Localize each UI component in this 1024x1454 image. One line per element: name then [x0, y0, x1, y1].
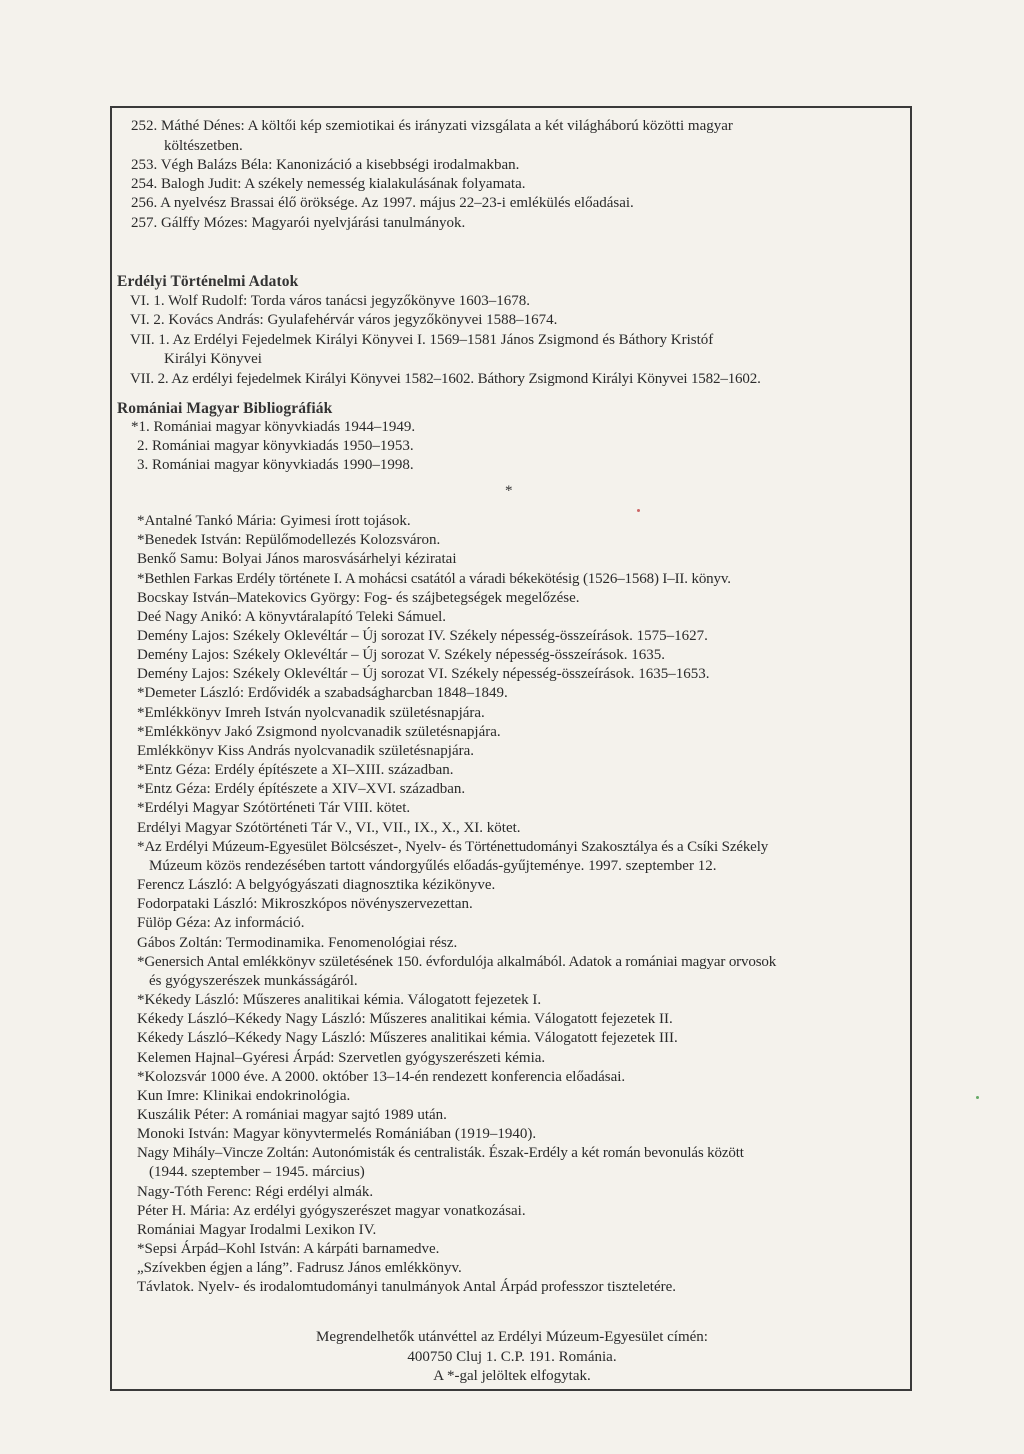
book-entry: Deé Nagy Anikó: A könyvtáralapító Teleki Sámuel.	[137, 608, 447, 625]
list-item: 252. Máthé Dénes: A költői kép szemiotikai és irányzati vizsgálata a két világháború közötti magyar	[131, 118, 733, 134]
list-item: 2. Romániai magyar könyvkiadás 1950–1953.	[137, 438, 414, 454]
list-item: 3. Romániai magyar könyvkiadás 1990–1998.	[137, 457, 414, 473]
book-entry: Romániai Magyar Irodalmi Lexikon IV.	[137, 1221, 377, 1238]
book-entry: *Erdélyi Magyar Szótörténeti Tár VIII. kötet.	[137, 800, 411, 817]
book-entry: *Bethlen Farkas Erdély története I. A mohácsi csatától a váradi békekötésig (1526–1568) I–II. könyv.	[137, 570, 731, 587]
order-info-line: A *-gal jelöltek elfogytak.	[433, 1368, 591, 1384]
order-info-line: Megrendelhetők utánvéttel az Erdélyi Múzeum-Egyesület címén:	[316, 1329, 708, 1345]
list-item: 257. Gálffy Mózes: Magyarói nyelvjárási tanulmányok.	[131, 215, 466, 231]
book-entry: Kékedy László–Kékedy Nagy László: Műszeres analitikai kémia. Válogatott fejezetek III.	[137, 1030, 678, 1047]
book-entry: *Genersich Antal emlékkönyv születésének 150. évfordulója alkalmából. Adatok a romániai magyar orvosok	[137, 953, 777, 970]
book-entry: Emlékkönyv Kiss András nyolcvanadik születésnapjára.	[137, 742, 475, 759]
list-item-continuation: Királyi Könyvei	[164, 351, 262, 367]
book-entry: *Az Erdélyi Múzeum-Egyesület Bölcsészet-, Nyelv- és Történettudományi Szakosztálya és a Csíki Székely	[137, 838, 769, 855]
book-entry: Fodorpataki László: Mikroszkópos növényszervezettan.	[137, 896, 473, 913]
list-item-continuation: költészetben.	[164, 138, 243, 154]
book-entry: *Demeter László: Erdővidék a szabadságharcban 1848–1849.	[137, 685, 508, 702]
list-item: VI. 1. Wolf Rudolf: Torda város tanácsi jegyzőkönyve 1603–1678.	[130, 293, 531, 309]
book-entry: Gábos Zoltán: Termodinamika. Fenomenológiai rész.	[137, 934, 458, 951]
book-entry: Kelemen Hajnal–Gyéresi Árpád: Szervetlen gyógyszerészeti kémia.	[137, 1049, 546, 1066]
book-entry: *Kolozsvár 1000 éve. A 2000. október 13–14-én rendezett konferencia előadásai.	[137, 1068, 626, 1085]
book-entry: Demény Lajos: Székely Oklevéltár – Új sorozat IV. Székely népesség-összeírások. 1575–1627.	[137, 628, 708, 644]
book-entry-continuation: (1944. szeptember – 1945. március)	[149, 1164, 365, 1181]
book-entry: *Benedek István: Repülőmodellezés Kolozsváron.	[137, 532, 441, 549]
book-entry: Ferencz László: A belgyógyászati diagnosztika kézikönyve.	[137, 877, 496, 893]
book-entry: Nagy Mihály–Vincze Zoltán: Autonómisták és centralisták. Észak-Erdély a két román bevonulás között	[137, 1145, 744, 1162]
list-item: 254. Balogh Judit: A székely nemesség kialakulásának folyamata.	[131, 176, 526, 192]
list-item: VII. 1. Az Erdélyi Fejedelmek Királyi Könyvei I. 1569–1581 János Zsigmond és Báthory Kristóf	[130, 332, 714, 348]
book-entry-continuation: és gyógyszerészek munkásságáról.	[149, 972, 358, 989]
section-heading-ert: Erdélyi Történelmi Adatok	[117, 273, 299, 290]
print-speck	[976, 1096, 979, 1099]
book-entry: Kuszálik Péter: A romániai magyar sajtó 1989 után.	[137, 1107, 447, 1123]
list-item: VII. 2. Az erdélyi fejedelmek Királyi Könyvei 1582–1602. Báthory Zsigmond Királyi Könyvei 1582–1602.	[130, 371, 761, 387]
book-entry: *Entz Géza: Erdély építészete a XI–XIII. században.	[137, 762, 454, 779]
print-speck	[637, 509, 640, 512]
book-entry: *Emlékkönyv Imreh István nyolcvanadik születésnapjára.	[137, 704, 485, 721]
book-entry: *Entz Géza: Erdély építészete a XIV–XVI. században.	[137, 781, 466, 798]
book-entry: „Szívekben égjen a láng”. Fadrusz János emlékkönyv.	[137, 1260, 462, 1277]
book-entry-continuation: Múzeum közös rendezésében tartott vándorgyűlés előadás-gyűjteménye. 1997. szeptember 12.	[149, 857, 717, 874]
order-info-line: 400750 Cluj 1. C.P. 191. Románia.	[407, 1349, 617, 1365]
book-entry: Kékedy László–Kékedy Nagy László: Műszeres analitikai kémia. Válogatott fejezetek II.	[137, 1011, 673, 1028]
list-item: *1. Romániai magyar könyvkiadás 1944–1949.	[131, 419, 416, 435]
book-entry: Bocskay István–Matekovics György: Fog- és szájbetegségek megelőzése.	[137, 589, 580, 606]
book-entry: Monoki István: Magyar könyvtermelés Romániában (1919–1940).	[137, 1126, 537, 1143]
book-entry: Demény Lajos: Székely Oklevéltár – Új sorozat V. Székely népesség-összeírások. 1635.	[137, 647, 666, 664]
section-heading-rmb: Romániai Magyar Bibliográfiák	[117, 400, 333, 417]
book-entry: Nagy-Tóth Ferenc: Régi erdélyi almák.	[137, 1183, 374, 1200]
list-item: 256. A nyelvész Brassai élő öröksége. Az 1997. május 22–23-i emlékülés előadásai.	[131, 195, 634, 211]
list-item: 253. Végh Balázs Béla: Kanonizáció a kisebbségi irodalmakban.	[131, 157, 520, 173]
book-entry: *Antalné Tankó Mária: Gyimesi írott tojások.	[137, 513, 411, 529]
book-entry: Fülöp Géza: Az információ.	[137, 915, 305, 932]
separator-asterisk: *	[505, 483, 513, 499]
book-entry: *Kékedy László: Műszeres analitikai kémia. Válogatott fejezetek I.	[137, 992, 542, 1008]
book-entry: Kun Imre: Klinikai endokrinológia.	[137, 1087, 351, 1104]
book-entry: Távlatok. Nyelv- és irodalomtudományi tanulmányok Antal Árpád professzor tiszteletére.	[137, 1279, 677, 1296]
book-entry: *Emlékkönyv Jakó Zsigmond nyolcvanadik születésnapjára.	[137, 723, 501, 740]
book-entry: Péter H. Mária: Az erdélyi gyógyszerészet magyar vonatkozásai.	[137, 1202, 526, 1219]
book-entry: Demény Lajos: Székely Oklevéltár – Új sorozat VI. Székely népesség-összeírások. 1635–1653.	[137, 666, 710, 683]
book-entry: Erdélyi Magyar Szótörténeti Tár V., VI., VII., IX., X., XI. kötet.	[137, 819, 521, 836]
book-entry: Benkő Samu: Bolyai János marosvásárhelyi kéziratai	[137, 551, 457, 568]
book-entry: *Sepsi Árpád–Kohl István: A kárpáti barnamedve.	[137, 1241, 440, 1258]
list-item: VI. 2. Kovács András: Gyulafehérvár város jegyzőkönyvei 1588–1674.	[130, 312, 558, 328]
